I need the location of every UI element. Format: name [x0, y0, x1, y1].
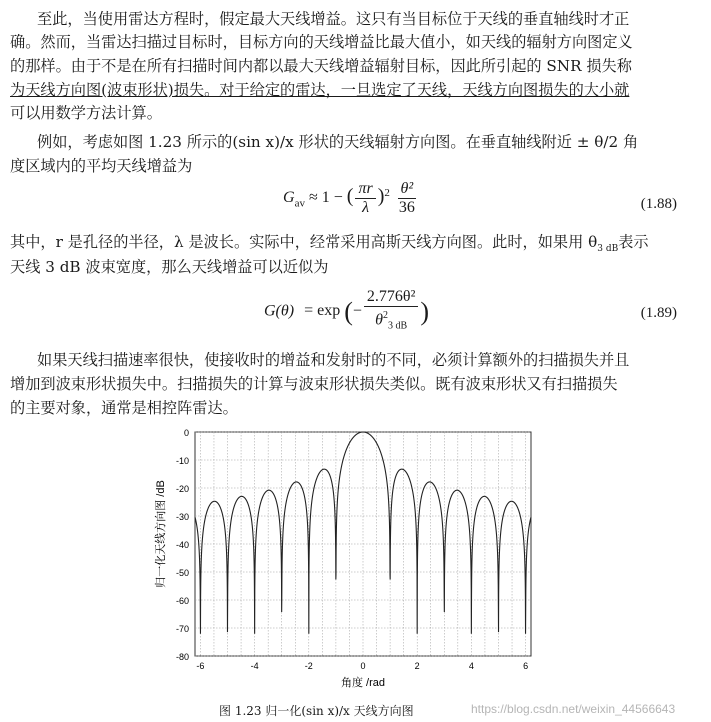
- x-tick-label: 0: [360, 661, 366, 671]
- watermark: https://blog.csdn.net/weixin_44566643: [471, 702, 676, 716]
- y-tick-label: -20: [175, 484, 189, 494]
- eq1-lhs: G: [283, 189, 295, 207]
- p3-line-2: 天线 3 dB 波束宽度，那么天线增益可以近似为: [10, 258, 329, 276]
- eq1-lhs-sub: av: [294, 197, 305, 210]
- eq-number-1-88: (1.88): [640, 196, 677, 212]
- p3-line-1-text: 其中，r 是孔径的半径，λ 是波长。实际中，经常采用高斯天线方向图。此时，如果用 θ: [10, 233, 598, 251]
- p2-line-1: 例如，考虑如图 1.23 所示的(sin x)/x 形状的天线辐射方向图。在垂直轴线附近 ± θ/2 角: [37, 133, 639, 151]
- y-tick-label: -70: [175, 624, 189, 634]
- x-tick-label: 2: [414, 661, 420, 671]
- eq1-frac2-den: 36: [398, 199, 415, 216]
- x-tick-label: 6: [523, 661, 529, 671]
- chart-grid: [195, 432, 531, 656]
- x-tick-label: -2: [304, 661, 313, 671]
- eq2-lhs: G(θ): [264, 302, 295, 320]
- eq1-frac-num: πr: [355, 180, 375, 199]
- equation-1-89: G(θ) = exp (− $\frac{\text{2.776θ²}}{\theta^2_{3 dB}}$ ): [264, 288, 430, 332]
- p1-line-5: 可以用数学方法计算。: [10, 104, 162, 122]
- eq2-den-sub: 3 dB: [387, 320, 408, 332]
- figure-caption: 图 1.23 归一化(sin x)/x 天线方向图: [219, 704, 414, 718]
- eq1-frac-den: λ: [362, 199, 370, 216]
- y-tick-label: -10: [175, 456, 189, 466]
- eq2-frac-num: 2.776θ²: [364, 288, 418, 307]
- eq1-sup: 2: [384, 186, 390, 199]
- eq2-eq: = exp: [304, 302, 341, 320]
- antenna-pattern-chart: [150, 424, 570, 696]
- p3-sub: 3 dB: [597, 244, 619, 255]
- p1-line-4: 为天线方向图(波束形状)损失。对于给定的雷达，一旦选定了天线，天线方向图损失的大小就: [10, 81, 630, 99]
- y-tick-label: -40: [175, 540, 189, 550]
- p4-line-3: 的主要对象，通常是相控阵雷达。: [10, 399, 238, 417]
- p1-line-3: 的那样。由于不是在所有扫描时间内都以最大天线增益辐射目标，因此所引起的 SNR 损失称: [10, 57, 632, 75]
- p2-line-2: 度区域内的平均天线增益为: [10, 157, 193, 175]
- x-tick-label: 4: [468, 661, 474, 671]
- eq-number-1-89: (1.89): [640, 305, 677, 321]
- y-tick-label: -30: [175, 512, 189, 522]
- p3-tail: 表示: [618, 233, 649, 251]
- y-tick-label: -50: [175, 568, 189, 578]
- p1-line-2: 确。然而，当雷达扫描过目标时，目标方向的天线增益比最大值小，如天线的辐射方向图定义: [10, 33, 633, 51]
- x-tick-label: -6: [196, 661, 205, 671]
- p3-line-1: [10, 231, 649, 254]
- eq2-minus: −: [352, 302, 362, 320]
- eq1-approx: ≈ 1 −: [308, 189, 343, 207]
- eq2-den-sup: 2: [382, 310, 388, 321]
- y-tick-label: 0: [183, 428, 189, 438]
- y-axis-label: 归一化天线方向图 /dB: [155, 480, 167, 588]
- p1-line-1: 至此，当使用雷达方程时，假定最大天线增益。这只有当目标位于天线的垂直轴线时才正: [37, 10, 630, 28]
- eq2-frac-den: θ: [375, 311, 383, 329]
- y-tick-label: -60: [175, 596, 189, 606]
- equation-1-88: $G_{av} \approx 1$ − ( $\frac{\pi r}{\lambda}$ )$^2$ $\frac{\text{θ²}}{36}$: [283, 180, 420, 217]
- x-tick-label: -4: [250, 661, 259, 671]
- y-tick-label: -80: [175, 652, 189, 662]
- eq1-frac2-num: θ²: [398, 180, 417, 199]
- p4-line-1: 如果天线扫描速率很快，使接收时的增益和发射时的不同，必须计算额外的扫描损失并且: [37, 351, 630, 369]
- x-axis-label: 角度 /rad: [340, 677, 386, 689]
- p4-line-2: 增加到波束形状损失中。扫描损失的计算与波束形状损失类似。既有波束形状又有扫描损失: [10, 375, 618, 393]
